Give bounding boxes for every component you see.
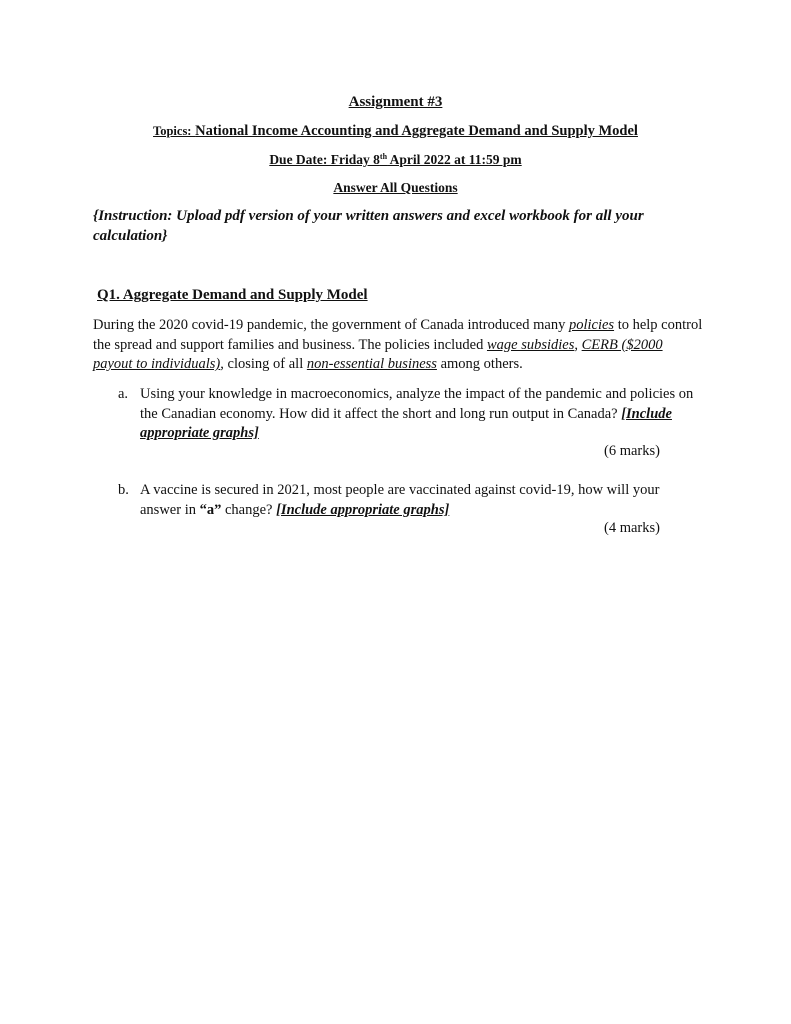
- part-a-text: [140, 385, 700, 444]
- assignment-title: Assignment #3: [348, 94, 443, 110]
- policies-link[interactable]: policies: [568, 317, 615, 333]
- part-b-body-2: change?: [221, 501, 277, 518]
- intro-text-3: ,: [574, 336, 582, 353]
- due-date-suffix: April 2022 at 11:59 pm: [387, 152, 522, 167]
- intro-text-4: , closing of all: [220, 356, 307, 372]
- topics-label: Topics:: [153, 124, 192, 138]
- intro-text-2: to help control the spread and support families and business. The policies included: [93, 317, 703, 353]
- instruction-text: {Instruction: Upload pdf version of your written answers and excel workbook for all your calculation}: [93, 208, 644, 244]
- answer-all-heading: Answer All Questions: [333, 180, 458, 195]
- part-b-letter: b.: [118, 482, 129, 498]
- part-a-letter: a.: [118, 386, 129, 402]
- due-date-line: [0, 152, 791, 168]
- due-date-sup: th: [379, 152, 388, 161]
- question-part-b: [118, 481, 708, 521]
- part-a-body: Using your knowledge in macroeconomics, analyze the impact of the pandemic and policies on the Canadian economy. How did it affect the short and long run output in Canada?: [140, 386, 694, 422]
- due-date-prefix: Due Date: Friday 8: [269, 152, 380, 167]
- topics-line: [0, 123, 791, 140]
- q1-heading: Q1. Aggregate Demand and Supply Model: [97, 287, 368, 303]
- q1-intro-paragraph: [93, 316, 705, 375]
- intro-text-1: During the 2020 covid-19 pandemic, the government of Canada introduced many: [93, 317, 569, 333]
- non-essential-business-link[interactable]: non-essential business: [306, 356, 437, 372]
- part-b-marks: (4 marks): [604, 520, 660, 536]
- part-b-body-1: A vaccine is secured in 2021, most people are vaccinated against covid-19, how will your answer in: [140, 482, 660, 518]
- intro-text-5: among others.: [436, 356, 523, 372]
- question-part-a: [118, 385, 708, 445]
- topics-value: National Income Accounting and Aggregate Demand and Supply Model: [195, 123, 638, 139]
- part-a-graphs-link[interactable]: [Include appropriate graphs]: [140, 405, 672, 441]
- part-b-graphs-link[interactable]: [Include appropriate graphs]: [276, 501, 450, 518]
- wage-subsidies-link[interactable]: wage subsidies: [486, 336, 575, 353]
- part-b-quoted: “a”: [199, 501, 222, 518]
- part-a-marks: (6 marks): [604, 443, 660, 459]
- part-b-text: [140, 481, 700, 520]
- cerb-link[interactable]: CERB ($2000 payout to individuals): [93, 336, 663, 372]
